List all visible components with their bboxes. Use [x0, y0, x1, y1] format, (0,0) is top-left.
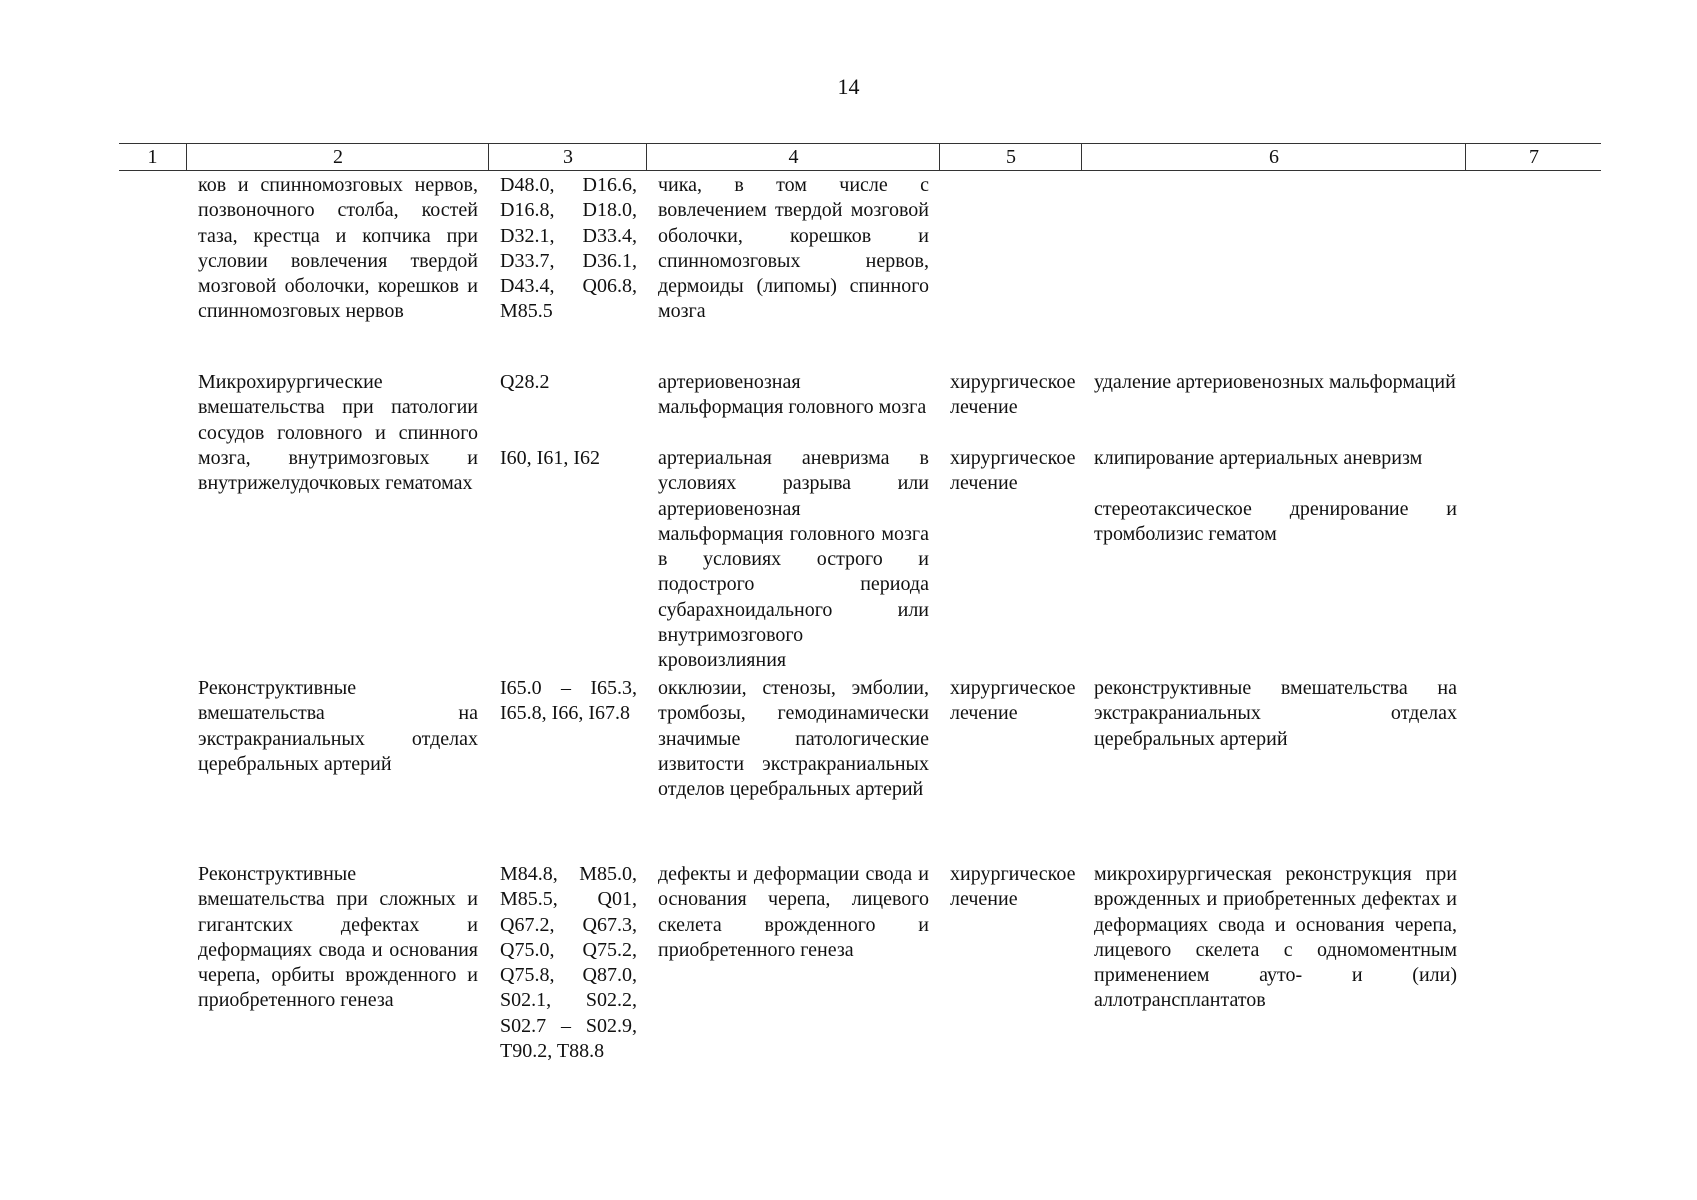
- row-4-method: реконструктивные вмешательства на экстракраниальных отделах церебральных артерий: [1094, 677, 1457, 750]
- row-1-name: ков и спинномозговых нервов, позвоночного столба, костей таза, крестца и копчика при условии вовлечения твердой мозговой оболочки, корешков и спинномозговых нервов: [198, 174, 478, 323]
- row-3-method-2: стереотаксическое дренирование и тромболизис гематом: [1094, 498, 1457, 546]
- row-5-codes: M84.8, M85.0, M85.5, Q01, Q67.2, Q67.3, Q75.0, Q75.2, Q75.8, Q87.0, S02.1, S02.2, S02.7 – S02.9, T90.2, T88.8: [500, 863, 637, 1063]
- row-5-name: Реконструктивные вмешательства при сложных и гигантских дефектах и деформациях свода и основания черепа, орбиты врожденного и приобретенного генеза: [198, 863, 478, 1012]
- header-col-3: 3: [488, 144, 647, 170]
- header-col-4: 4: [646, 144, 940, 170]
- header-col-5: 5: [939, 144, 1082, 170]
- row-2-diagnosis: артериовенозная мальформация головного мозга: [658, 371, 927, 419]
- header-col-7: 7: [1465, 144, 1602, 170]
- row-2-codes: Q28.2: [500, 371, 550, 393]
- row-4-diagnosis: окклюзии, стенозы, эмболии, тромбозы, гемодинамически значимые патологические извитости экстракраниальных отделов церебральных артерий: [658, 677, 929, 801]
- row-3-codes: I60, I61, I62: [500, 447, 600, 469]
- row-2-treatment-type: хирургическое лечение: [950, 371, 1076, 419]
- header-col-1: 1: [147, 146, 158, 168]
- header-col-6: 6: [1081, 144, 1466, 170]
- header-col-2: 2: [186, 144, 489, 170]
- table-header: [119, 143, 1601, 171]
- page-number: 14: [837, 74, 860, 99]
- row-3-treatment-type: хирургическое лечение: [950, 447, 1076, 495]
- row-4-name: Реконструктивные вмешательства на экстракраниальных отделах церебральных артерий: [198, 677, 478, 775]
- row-4-treatment-type: хирургическое лечение: [950, 677, 1076, 725]
- row-2-method: удаление артериовенозных мальформаций: [1094, 371, 1456, 393]
- row-1-diagnosis: чика, в том числе с вовлечением твердой мозговой оболочки, корешков и спинномозговых нервов, дермоиды (липомы) спинного мозга: [658, 174, 929, 323]
- row-4-codes: I65.0 – I65.3, I65.8, I66, I67.8: [500, 677, 637, 725]
- row-3-diagnosis: артериальная аневризма в условиях разрыва или артериовенозная мальформация головного мозга в условиях острого и подострого периода субарахноидального или внутримозгового кровоизлияния: [658, 447, 929, 672]
- row-3-method: клипирование артериальных аневризм: [1094, 447, 1423, 469]
- row-5-treatment-type: хирургическое лечение: [950, 863, 1076, 911]
- row-2-name: Микрохирургические вмешательства при патологии сосудов головного и спинного мозга, внутримозговых и внутрижелудочковых гематомах: [198, 371, 478, 495]
- row-5-diagnosis: дефекты и деформации свода и основания черепа, лицевого скелета врожденного и приобретенного генеза: [658, 863, 929, 961]
- row-5-method: микрохирургическая реконструкция при врожденных и приобретенных дефектах и деформациях свода и основания черепа, лицевого скелета с одномоментным применением ауто- и (или) аллотрансплантатов: [1094, 863, 1457, 1012]
- row-1-codes: D48.0, D16.6, D16.8, D18.0, D32.1, D33.4, D33.7, D36.1, D43.4, Q06.8, M85.5: [500, 174, 637, 323]
